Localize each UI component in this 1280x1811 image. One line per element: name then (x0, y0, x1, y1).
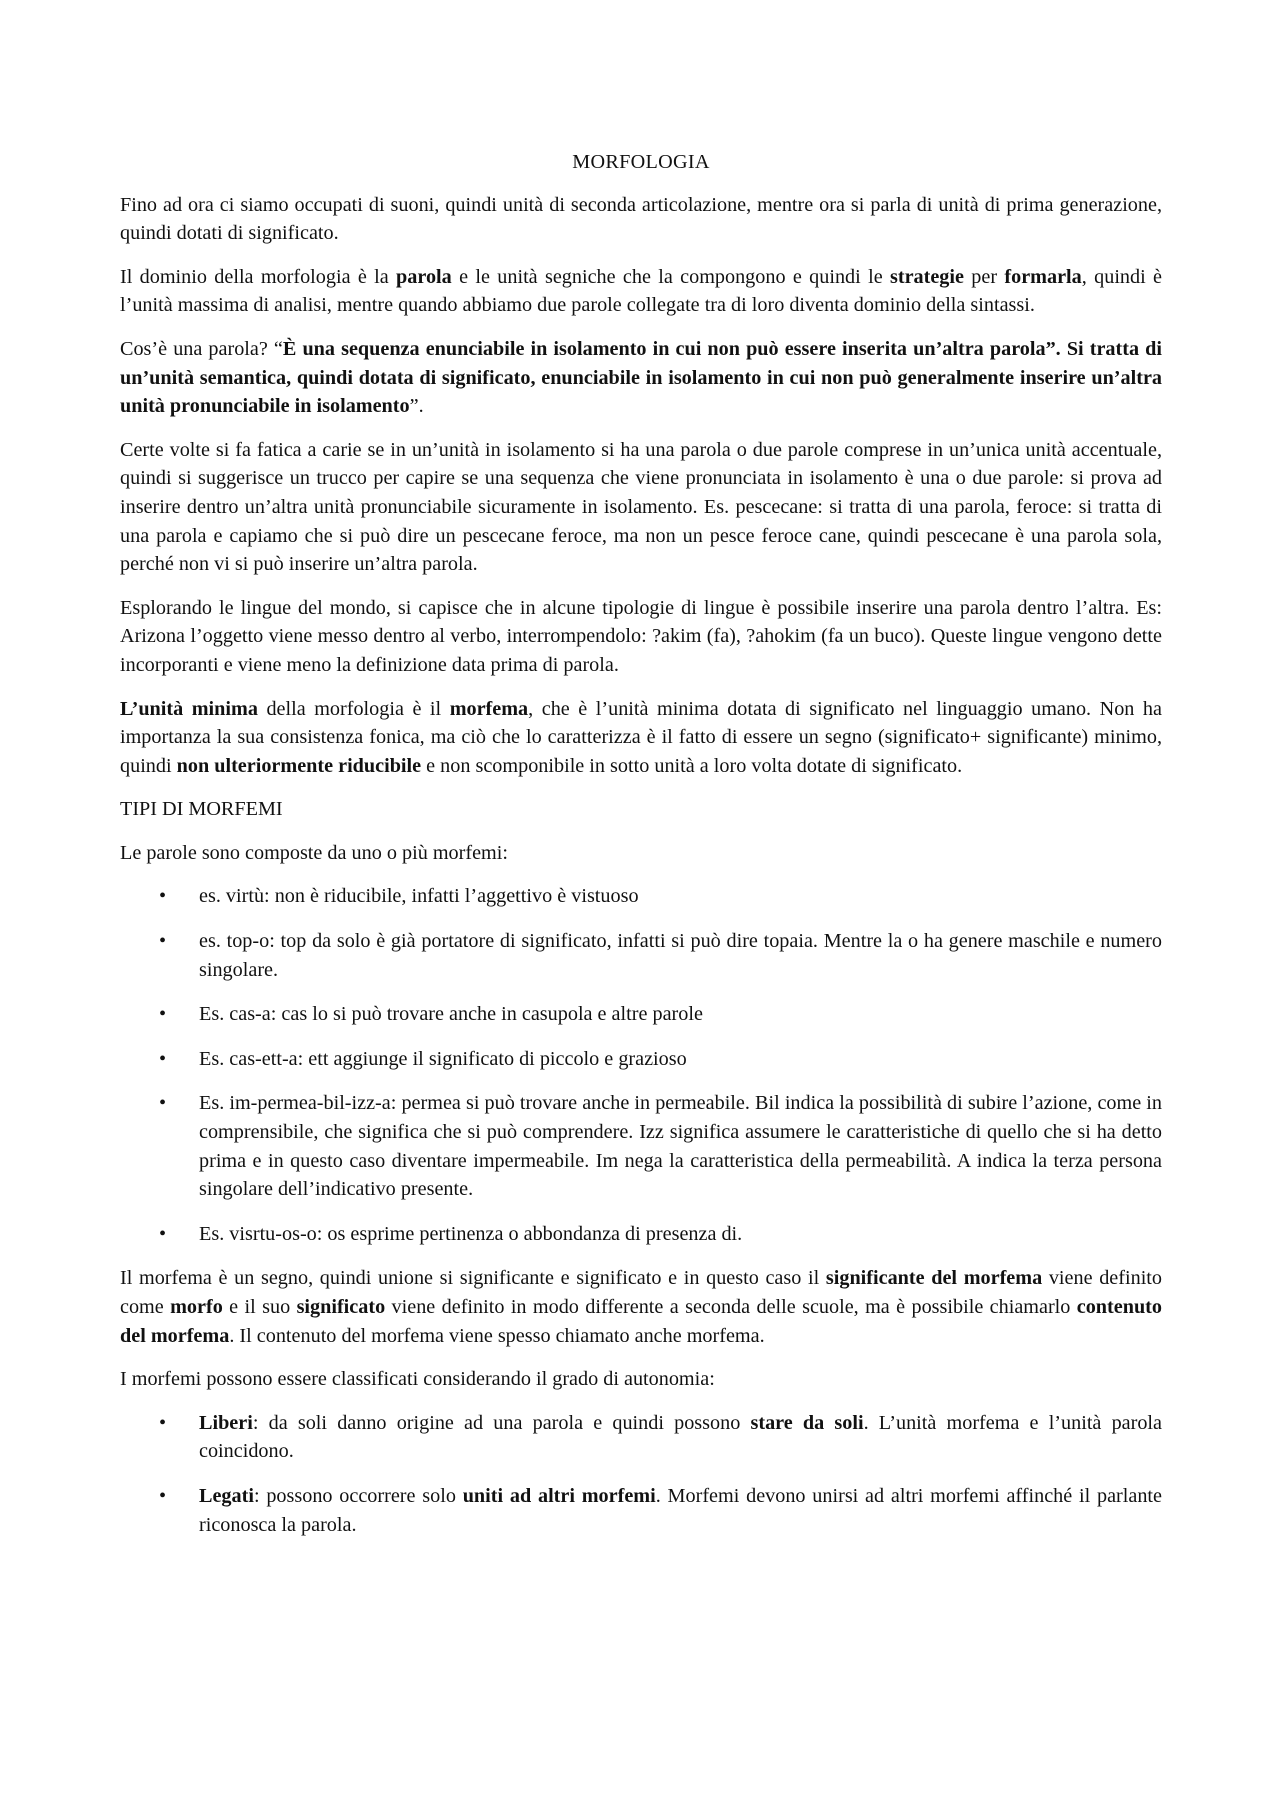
bullet-icon: • (159, 1222, 167, 1245)
list-item: • es. virtù: non è riducibile, infatti l’aggettivo è vistuoso (120, 882, 1162, 911)
bullet-icon: • (159, 930, 167, 953)
paragraph-pescecane: Certe volte si fa fatica a carie se in un’unità in isolamento si ha una parola o due parole comprese in un’unica unità accentuale, quindi si suggerisce un trucco per capire se una sequenza che viene pronunciata in isolamento è una o due parole: si prova ad inserire dentro un’altra unità pronunciabile sicuramente in isolamento. Es. pescecane: si tratta di una parola, feroce: si tratta di una parola e capiamo che si può dire un pescecane feroce, ma non un pesce feroce cane, quindi pescecane è una parola sola, perché non vi si può inserire un’altra parola. (120, 438, 1162, 576)
page-title: MORFOLOGIA (572, 151, 710, 173)
paragraph-composizione: Le parole sono composte da uno o più morfemi: (120, 841, 508, 864)
paragraph-morfo-contenuto: Il morfema è un segno, quindi unione si significante e significato e in questo caso il significante del morfema viene definito come morfo e il suo significato viene definito in modo differente a seconda delle scuole, ma è possibile chiamarlo contenuto del morfema. Il contenuto del morfema viene spesso chiamato anche morfema. (120, 1267, 1163, 1347)
paragraph-definizione-parola: Cos’è una parola? “È una sequenza enunciabile in isolamento in cui non può essere inserita un’altra parola”. Si tratta di un’unità semantica, quindi dotata di significato, enunciabile in isolamento in cui non può generalmente inserire un’altra unità pronunciabile in isolamento”. (120, 337, 1162, 418)
list-item-legati: • Legati: possono occorrere solo uniti ad altri morfemi. Morfemi devono unirsi ad altri morfemi affinché il parlante riconosca la parola. (120, 1482, 1162, 1539)
autonomia-list (120, 1409, 1162, 1539)
document-page (120, 148, 1162, 1555)
list-item: • Es. cas-ett-a: ett aggiunge il significato di piccolo e grazioso (120, 1045, 1162, 1074)
list-item: • Es. cas-a: cas lo si può trovare anche in casupola e altre parole (120, 1000, 1162, 1029)
section-heading-tipi-morfemi: TIPI DI MORFEMI (120, 798, 283, 821)
paragraph-lingue-incorporanti: Esplorando le lingue del mondo, si capisce che in alcune tipologie di lingue è possibile inserire una parola dentro l’altra. Es: Arizona l’oggetto viene messo dentro al verbo, interrompendolo: ?akim (fa), ?ahokim (fa un buco). Queste lingue vengono dette incorporanti e viene meno la definizione data prima di parola. (120, 596, 1162, 676)
paragraph-morfema: L’unità minima della morfologia è il morfema, che è l’unità minima dotata di significato nel linguaggio umano. Non ha importanza la sua consistenza fonica, ma ciò che lo caratterizza è il fatto di essere un segno (significato+ significante) minimo, quindi non ulteriormente riducibile e non scomponibile in sotto unità a loro volta dotate di significato. (120, 697, 1162, 777)
list-item: • Es. visrtu-os-o: os esprime pertinenza o abbondanza di presenza di. (120, 1220, 1162, 1249)
bullet-icon: • (159, 1047, 167, 1070)
bullet-icon: • (159, 1411, 167, 1434)
bullet-icon: • (159, 1092, 167, 1115)
list-item: • es. top-o: top da solo è già portatore di significato, infatti si può dire topaia. Mentre la o ha genere maschile e numero singolare. (120, 927, 1162, 984)
paragraph-intro: Fino ad ora ci siamo occupati di suoni, quindi unità di seconda articolazione, mentre ora si parla di unità di prima generazione, quindi dotati di significato. (120, 193, 1162, 245)
bullet-icon: • (159, 1484, 167, 1507)
list-item-liberi: • Liberi: da soli danno origine ad una parola e quindi possono stare da soli. L’unità morfema e l’unità parola coincidono. (120, 1409, 1162, 1466)
list-item: • Es. im-permea-bil-izz-a: permea si può trovare anche in permeabile. Bil indica la possibilità di subire l’azione, come in comprensibile, che significa che si può comprendere. Izz significa assumere le caratteristiche di quello che si ha detto prima e in questo caso diventare impermeabile. Im nega la caratteristica della permeabilità. A indica la terza persona singolare dell’indicativo presente. (120, 1089, 1162, 1203)
paragraph-dominio: Il dominio della morfologia è la parola e le unità segniche che la compongono e quindi le strategie per formarla, quindi è l’unità massima di analisi, mentre quando abbiamo due parole collegate tra di loro diventa dominio della sintassi. (120, 265, 1163, 317)
paragraph-classificazione: I morfemi possono essere classificati considerando il grado di autonomia: (120, 1368, 715, 1391)
examples-list (120, 882, 1162, 1248)
bullet-icon: • (159, 1003, 167, 1026)
bullet-icon: • (159, 885, 167, 908)
